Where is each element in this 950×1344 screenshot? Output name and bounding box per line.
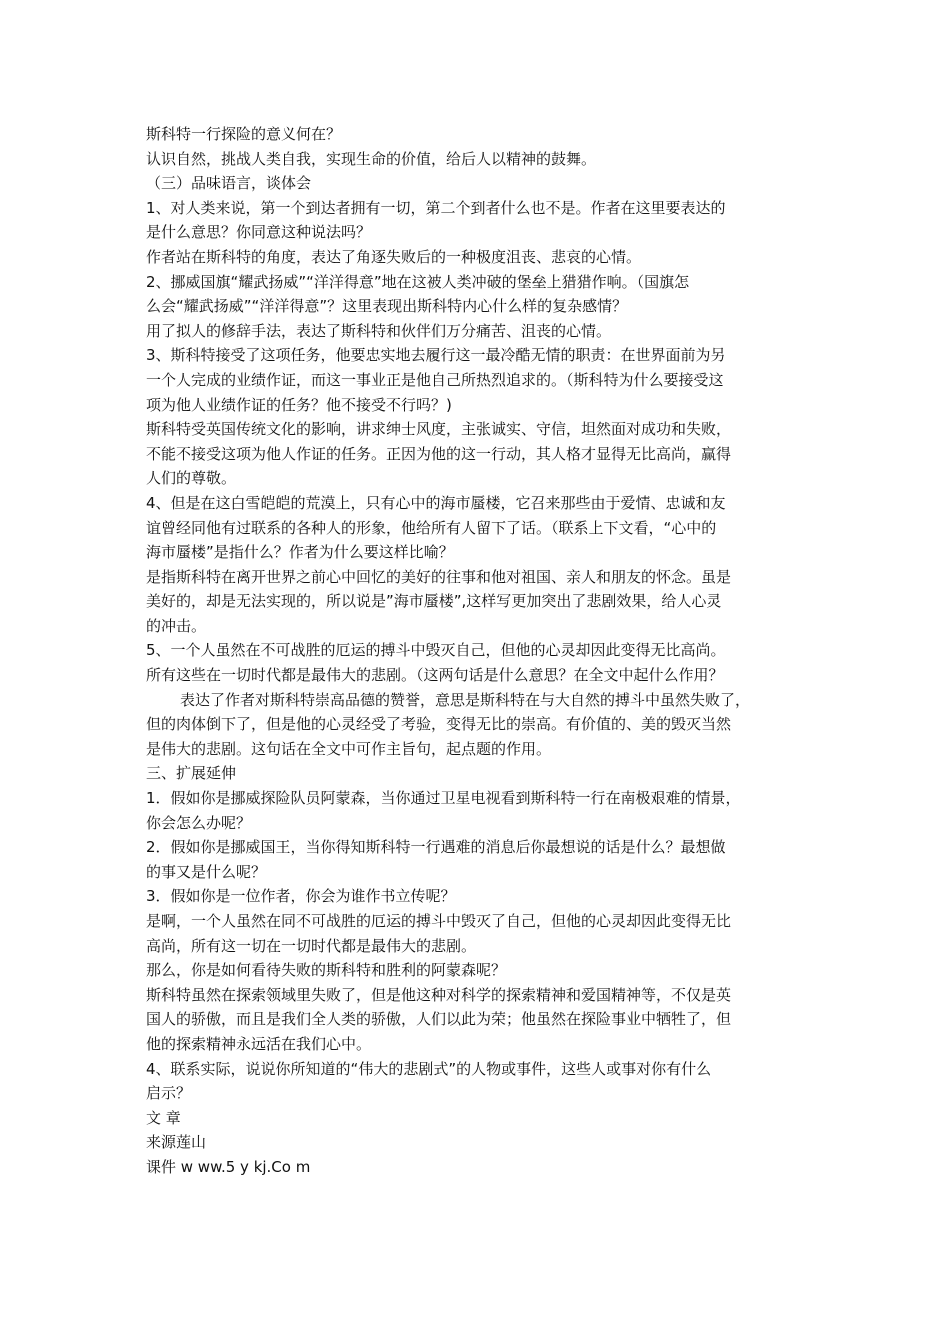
text-line: 你会怎么办呢？: [146, 813, 252, 832]
text-line: 3、斯科特接受了这项任务，他要忠实地去履行这一最冷酷无情的职责：在世界面前为另: [146, 346, 726, 365]
text-line: 5、一个人虽然在不可战胜的厄运的搏斗中毁灭自己，但他的心灵却因此变得无比高尚。: [146, 641, 726, 660]
text-line: 1、对人类来说，第一个到达者拥有一切，第二个到者什么也不是。作者在这里要表达的: [146, 198, 726, 217]
text-line: 斯科特受英国传统文化的影响，讲求绅士风度，主张诚实、守信，坦然面对成功和失败，: [146, 420, 732, 439]
source-label: 来源莲山: [146, 1133, 207, 1152]
text-line: 但的肉体倒下了，但是他的心灵经受了考验，变得无比的崇高。有价值的、美的毁灭当然: [146, 715, 732, 734]
text-line: 2．假如你是挪威国王，当你得知斯科特一行遇难的消息后你最想说的话是什么？最想做: [146, 838, 726, 857]
text-line: 作者站在斯科特的角度，表达了角逐失败后的一种极度沮丧、悲哀的心情。: [146, 247, 642, 266]
text-line: 表达了作者对斯科特崇高品德的赞誉，意思是斯科特在与大自然的搏斗中虽然失败了，: [180, 690, 751, 709]
text-line: 斯科特一行探险的意义何在？: [146, 125, 342, 143]
text-line: 斯科特虽然在探索领域里失败了，但是他这种对科学的探索精神和爱国精神等，不仅是英: [146, 985, 732, 1004]
text-line: 认识自然，挑战人类自我，实现生命的价值，给后人以精神的鼓舞。: [146, 149, 597, 168]
text-line: 用了拟人的修辞手法，表达了斯科特和伙伴们万分痛苦、沮丧的心情。: [146, 321, 612, 340]
text-line: 那么，你是如何看待失败的斯科特和胜利的阿蒙森呢？: [146, 961, 507, 980]
text-line: 谊曾经同他有过联系的各种人的形象，他给所有人留下了话。（联系上下文看，“心中的: [146, 518, 717, 537]
text-line: 2、挪威国旗“耀武扬威”“洋洋得意”地在这被人类冲破的堡垒上猎猎作响。（国旗怎: [146, 272, 690, 291]
section-heading: 三、扩展延伸: [146, 764, 237, 783]
text-line: 是伟大的悲剧。这句话在全文中可作主旨句，起点题的作用。: [146, 739, 552, 758]
text-line: 海市蜃楼”是指什么？作者为什么要这样比喻？: [146, 543, 454, 562]
text-line: 是指斯科特在离开世界之前心中回忆的美好的往事和他对祖国、亲人和朋友的怀念。虽是: [146, 567, 732, 586]
source-label: 文 章: [146, 1108, 181, 1127]
text-line: 国人的骄傲，而且是我们全人类的骄傲，人们以此为荣；他虽然在探险事业中牺牲了，但: [146, 1010, 732, 1029]
text-line: 的冲击。: [146, 616, 207, 635]
text-line: 他的探索精神永远活在我们心中。: [146, 1034, 372, 1053]
text-line: 4、联系实际，说说你所知道的“伟大的悲剧式”的人物或事件，这些人或事对你有什么: [146, 1059, 712, 1078]
text-line: 一个人完成的业绩作证，而这一事业正是他自己所热烈追求的。（斯科特为什么要接受这: [146, 370, 724, 389]
text-line: 项为他人业绩作证的任务？他不接受不行吗？): [146, 395, 452, 414]
text-line: 4、但是在这白雪皑皑的荒漠上，只有心中的海市蜃楼，它召来那些由于爱情、忠诚和友: [146, 493, 726, 512]
section-heading: （三）品味语言，谈体会: [146, 174, 312, 193]
text-line: 人们的尊敬。: [146, 469, 237, 488]
text-line: 么会“耀武扬威”“洋洋得意”？这里表现出斯科特内心什么样的复杂感情？: [146, 297, 628, 316]
text-line: 是啊，一个人虽然在同不可战胜的厄运的搏斗中毁灭了自己，但他的心灵却因此变得无比: [146, 912, 732, 930]
text-line: 是什么意思？你同意这种说法吗？: [146, 223, 372, 242]
text-line: 所有这些在一切时代都是最伟大的悲剧。（这两句话是什么意思？在全文中起什么作用？: [146, 666, 724, 685]
document-body: [146, 122, 818, 1180]
text-line: 高尚，所有这一切在一切时代都是最伟大的悲剧。: [146, 936, 477, 955]
text-line: 1．假如你是挪威探险队员阿蒙森，当你通过卫星电视看到斯科特一行在南极艰难的情景，: [146, 789, 741, 808]
text-line: 启示？: [146, 1084, 192, 1103]
text-line: 的事又是什么呢？: [146, 862, 267, 881]
text-line: 不能不接受这项为他人作证的任务。正因为他的这一行动，其人格才显得无比高尚，赢得: [146, 444, 732, 463]
source-url: 课件 w ww.5 y kj.Co m: [146, 1157, 311, 1176]
text-line: 3．假如你是一位作者，你会为谁作书立传呢？: [146, 887, 456, 906]
text-line: 美好的，却是无法实现的，所以说是”海市蜃楼”,这样写更加突出了悲剧效果，给人心灵: [146, 592, 722, 611]
